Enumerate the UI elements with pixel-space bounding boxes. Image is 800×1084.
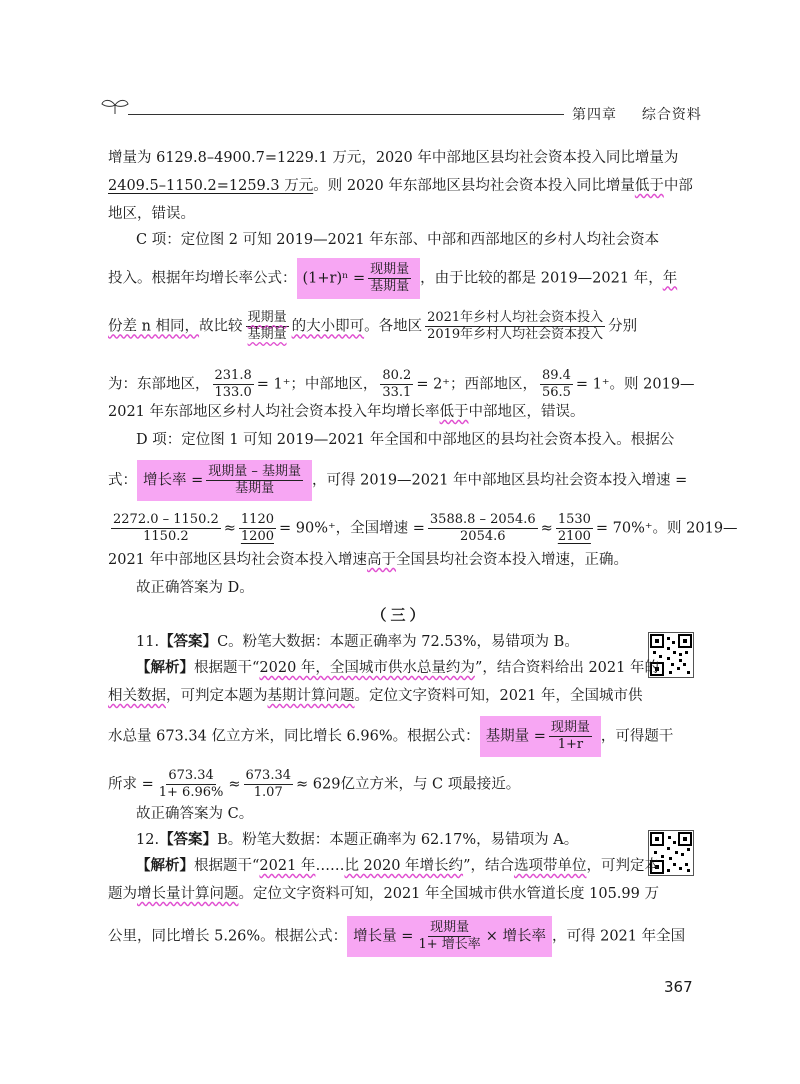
formula-prefix: (1+r)ⁿ =	[302, 270, 366, 287]
wavy-text: 基期计算问题	[267, 688, 355, 704]
page-number: 367	[664, 978, 693, 996]
text-span: 2021 年中部地区县均社会资本投入增速	[108, 552, 368, 568]
text-span: 所求 =	[108, 776, 154, 793]
text-span: 水总量 673.34 亿立方米，同比增长 6.96%。根据公式：	[108, 728, 480, 745]
text-span: 根据题干“	[194, 660, 260, 676]
fraction	[549, 720, 592, 753]
underlined-calc: 2409.5–1150.2=1259.3 万元	[108, 178, 314, 194]
text-span: 故比较	[199, 318, 243, 335]
highlight-formula	[137, 460, 312, 501]
text-span: = 70%⁺。则 2019—	[595, 520, 738, 537]
wavy-text: 比 2020 年增长约	[344, 858, 464, 874]
numerator: 2021年乡村人均社会资本投入	[427, 310, 604, 325]
fraction	[368, 262, 411, 295]
fraction	[246, 310, 289, 343]
text-span: ≈	[228, 776, 241, 793]
fraction	[428, 512, 538, 545]
formula-prefix: 增长量 =	[353, 928, 414, 945]
text-span: ，可得 2021 年全国	[552, 928, 686, 945]
text-span: ，可判定本	[586, 858, 659, 874]
denominator: 1+ 增长率	[418, 937, 481, 952]
text-span: 。定位文字资料可知，2021 年全国城市供水管道长度 105.99 万	[238, 886, 659, 902]
fraction	[111, 512, 221, 545]
text-span: 中部	[663, 178, 693, 194]
text-span: ，可得 2019—2021 年中部地区县均社会资本投入增速 =	[312, 472, 688, 489]
fraction	[213, 368, 254, 401]
wavy-text: 相关数据	[108, 688, 166, 704]
highlight-formula	[347, 916, 552, 957]
q12-analysis-line1	[136, 856, 659, 876]
text-span: 公里，同比增长 5.26%。根据公式：	[108, 928, 348, 945]
numerator: 现期量	[430, 920, 470, 935]
d-item-answer: 故正确答案为 D。	[136, 580, 254, 596]
c-item-line5	[108, 402, 585, 422]
text-span: 式：	[108, 472, 137, 489]
text-span: C。粉笔大数据：本题正确率为 72.53%，易错项为 B。	[217, 634, 579, 650]
fraction	[425, 310, 605, 343]
text-span: 2021 年东部地区乡村人均社会资本投入年均增长率	[108, 404, 440, 420]
denominator: 1150.2	[143, 529, 189, 544]
q11-answer: 故正确答案为 C。	[136, 806, 254, 822]
q11-answer-line	[136, 632, 579, 652]
text-span: 分别	[608, 318, 638, 335]
fraction	[416, 920, 482, 953]
denominator: 基期量	[370, 279, 410, 294]
q12-answer-line	[136, 830, 578, 850]
text-span: 中部地区，错误。	[468, 404, 585, 420]
text-span: B。粉笔大数据：本题正确率为 62.17%，易错项为 A。	[217, 832, 579, 848]
text-span: 12.	[136, 832, 160, 848]
denominator: 1.07	[253, 785, 283, 800]
numerator: 3588.8 – 2054.6	[429, 512, 536, 527]
wavy-text: 年	[662, 270, 678, 287]
numerator: 1120	[240, 512, 274, 527]
c-item-line2	[108, 258, 677, 299]
q11-analysis-line2	[108, 686, 643, 706]
analysis-label: 【解析】	[136, 857, 194, 874]
q12-analysis-line3	[108, 916, 685, 957]
q11-analysis-line3	[108, 716, 673, 757]
denominator: 133.0	[214, 385, 252, 400]
text-span: 。则 2020 年东部地区县均社会资本投入同比增量	[313, 178, 635, 194]
q11-analysis-line1	[136, 658, 659, 678]
denominator: 1200	[240, 529, 274, 544]
fraction	[540, 368, 573, 401]
section-title: （三）	[371, 606, 429, 624]
numerator: 89.4	[541, 368, 571, 383]
text-span: ……	[315, 858, 345, 874]
numerator: 673.34	[168, 768, 214, 783]
text-span: ”，结合资料给出 2021 年的	[474, 660, 659, 676]
wavy-text: 2021 年	[259, 858, 316, 874]
fraction	[380, 368, 413, 401]
chapter-label: 第四章	[572, 107, 617, 123]
answer-label: 【答案】	[159, 633, 218, 650]
numerator: 673.34	[245, 768, 292, 783]
numerator: 2272.0 – 1150.2	[113, 512, 219, 527]
wavy-text: 低于	[439, 404, 469, 420]
denominator: 2100	[557, 529, 591, 544]
text-span: ≈	[540, 520, 553, 537]
denominator: 56.5	[541, 385, 571, 400]
running-header	[572, 104, 702, 124]
formula-suffix: × 增长率	[485, 928, 546, 945]
text-span: ，由于比较的都是 2019—2021 年，	[420, 270, 663, 287]
header-rule	[128, 114, 564, 115]
text-span: ”，结合	[463, 858, 514, 874]
denominator: 33.1	[382, 385, 412, 400]
text-span: = 1⁺；中部地区，	[256, 376, 378, 393]
sprout-icon	[100, 96, 130, 116]
c-item-line4	[108, 368, 695, 401]
text-span: = 2⁺；西部地区，	[416, 376, 537, 393]
fraction	[244, 768, 294, 801]
wavy-text: 份差 n 相同，	[108, 318, 200, 335]
q11-calc-line	[108, 768, 520, 801]
analysis-label: 【解析】	[136, 659, 194, 676]
d-item-line4	[108, 550, 628, 570]
fraction	[157, 768, 226, 801]
highlight-formula	[480, 716, 601, 757]
denominator: 1+r	[557, 737, 584, 752]
text-span: ≈	[223, 520, 236, 537]
denominator: 2054.6	[460, 529, 506, 544]
fraction	[206, 464, 303, 497]
numerator: 现期量	[247, 310, 287, 325]
numerator: 现期量	[370, 262, 410, 277]
text-span: 。各地区	[364, 318, 423, 335]
d-item-line2	[108, 460, 687, 501]
numerator: 231.8	[214, 368, 252, 383]
wavy-text: 选项带单位	[513, 858, 587, 874]
text-span: 投入。根据年均增长率公式：	[108, 270, 297, 287]
text-span: ≈ 629亿立方米，与 C 项最接近。	[296, 776, 521, 793]
para1-line3: 地区，错误。	[108, 206, 195, 222]
text-span: 题为	[108, 886, 137, 902]
highlight-formula	[297, 258, 421, 299]
denominator: 基期量	[235, 481, 275, 496]
formula-prefix: 基期量 =	[485, 728, 546, 745]
text-span: ，可判定本题为	[166, 688, 268, 704]
denominator: 1+ 6.96%	[158, 785, 224, 800]
q12-analysis-line2	[108, 884, 659, 904]
text-span: 根据题干“	[194, 858, 260, 874]
c-item-line1: C 项：定位图 2 可知 2019—2021 年东部、中部和西部地区的乡村人均社会资本	[136, 232, 660, 248]
chapter-title: 综合资料	[641, 107, 702, 123]
para1-line1: 增量为 6129.8–4900.7=1229.1 万元，2020 年中部地区县均社会资本投入同比增量为	[108, 150, 679, 166]
text-span: 。定位文字资料可知，2021 年，全国城市供	[354, 688, 643, 704]
d-item-line1: D 项：定位图 1 可知 2019—2021 年全国和中部地区的县均社会资本投入。根据公	[136, 432, 675, 448]
answer-label: 【答案】	[159, 831, 218, 848]
text-span: 全国县均社会资本投入增速，正确。	[396, 552, 629, 568]
text-span: ，可得题干	[600, 728, 674, 745]
wavy-text: 2020 年，全国城市供水总量约为	[259, 660, 475, 676]
numerator: 现期量	[550, 720, 590, 735]
fraction	[239, 512, 276, 545]
denominator: 2019年乡村人均社会资本投入	[427, 327, 604, 342]
numerator: 80.2	[382, 368, 412, 383]
wavy-text: 增长量计算问题	[137, 886, 239, 902]
text-span: 11.	[136, 634, 160, 650]
text-span: 为：东部地区，	[108, 376, 210, 393]
wavy-text: 低于	[634, 178, 664, 194]
c-item-line3	[108, 310, 637, 343]
para1-line2	[108, 176, 693, 196]
text-span: = 1⁺。则 2019—	[575, 376, 695, 393]
text-span: = 90%⁺，全国增速 =	[279, 520, 425, 537]
numerator: 1530	[557, 512, 591, 527]
formula-prefix: 增长率 =	[143, 472, 204, 489]
denominator: 基期量	[247, 327, 287, 342]
wavy-text: 高于	[367, 552, 397, 568]
wavy-text: 的大小即可	[291, 318, 365, 335]
d-item-line3	[108, 512, 738, 545]
fraction	[556, 512, 593, 545]
numerator: 现期量 – 基期量	[208, 464, 302, 479]
